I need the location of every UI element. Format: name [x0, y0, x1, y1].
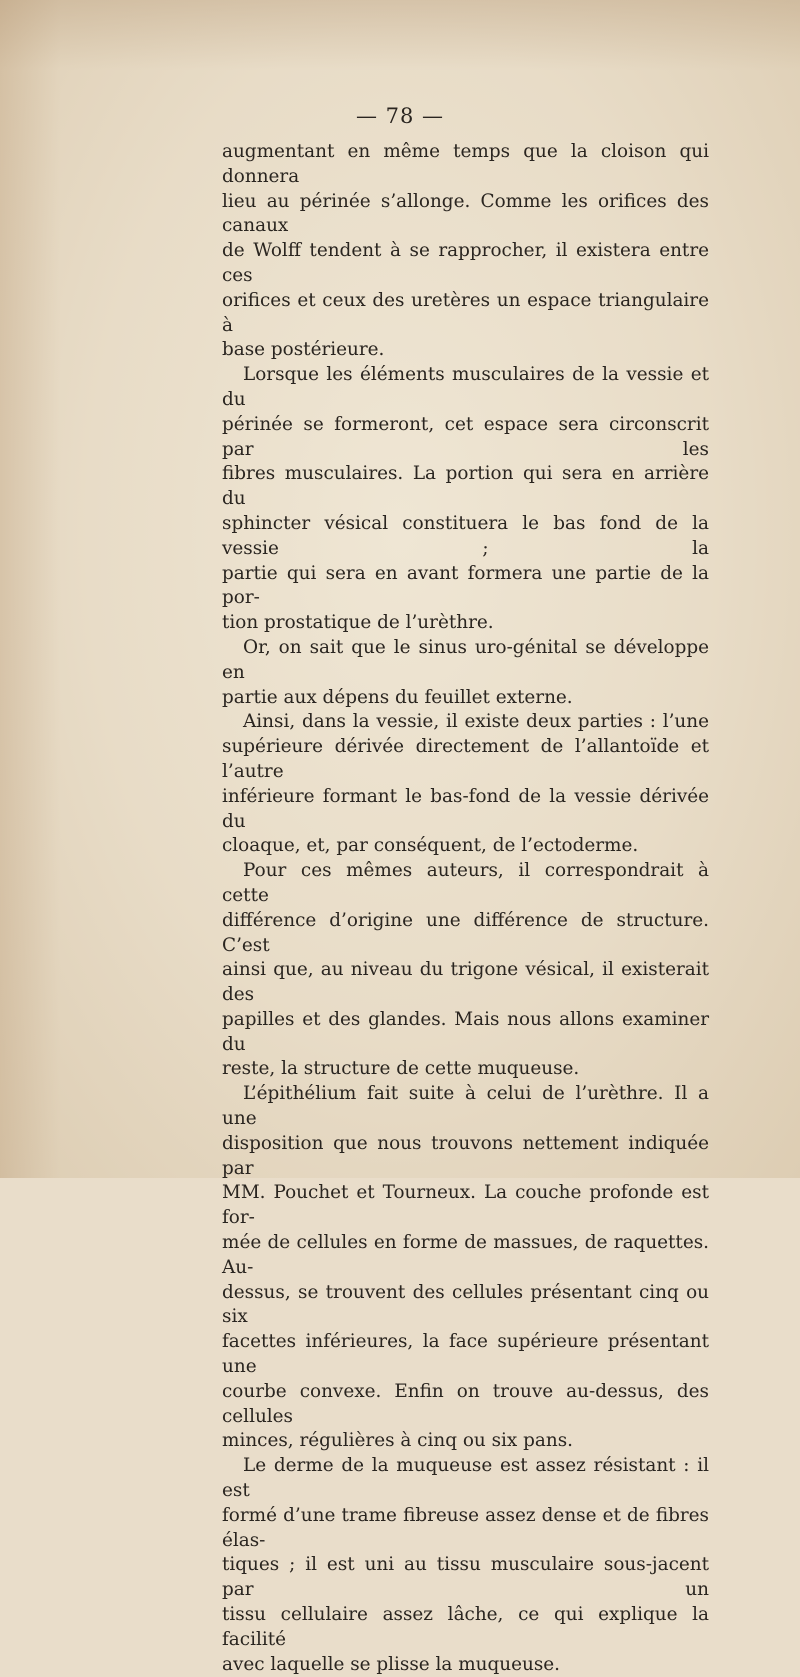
body-text — [222, 140, 709, 1677]
text-line: orifices et ceux des uretères un espace triangulaire à — [222, 289, 709, 336]
text-line: partie qui sera en avant formera une partie de la por- — [222, 562, 709, 609]
text-line: dessus, se trouvent des cellules présentant cinq ou six — [222, 1281, 709, 1328]
text-line: partie aux dépens du feuillet externe. — [222, 686, 573, 708]
text-line: fibres musculaires. La portion qui sera en arrière du — [222, 463, 709, 510]
text-line: minces, régulières à cinq ou six pans. — [222, 1430, 573, 1452]
text-line: tissu cellulaire assez lâche, ce qui explique la facilité — [222, 1604, 709, 1650]
text-line: papilles et des glandes. Mais nous allons examiner du — [222, 1008, 709, 1055]
text-line: base postérieure. — [222, 339, 385, 361]
text-line: augmentant en même temps que la cloison qui donnera — [222, 141, 709, 187]
text-line: avec laquelle se plisse la muqueuse. — [222, 1653, 561, 1675]
text-line: Lorsque les éléments musculaires de la vessie et du — [222, 364, 709, 410]
page-shadow-left — [0, 0, 60, 1178]
text-line: reste, la structure de cette muqueuse. — [222, 1058, 580, 1080]
text-line: Le derme de la muqueuse est assez résistant : il est — [222, 1455, 709, 1502]
text-line: cloaque, et, par conséquent, de l’ectoderme. — [222, 835, 639, 857]
text-line: formé d’une trame fibreuse assez dense et de fibres élas- — [222, 1504, 709, 1551]
page-number: — 78 — — [355, 104, 445, 128]
page-shadow-top — [0, 0, 800, 70]
text-line: disposition que nous trouvons nettement indiquée par — [222, 1132, 709, 1179]
text-line: de Wolff tendent à se rapprocher, il existera entre ces — [222, 240, 709, 286]
text-line: périnée se formeront, cet espace sera circonscrit par les — [222, 413, 709, 460]
text-line: facettes inférieures, la face supérieure présentant une — [222, 1331, 709, 1378]
text-line: courbe convexe. Enfin on trouve au-dessus, des cellules — [222, 1380, 709, 1427]
text-line: sphincter vésical constituera le bas fond de la vessie ; la — [222, 512, 709, 559]
text-line: Or, on sait que le sinus uro-génital se développe en — [222, 636, 709, 683]
text-line: tion prostatique de l’urèthre. — [222, 612, 494, 634]
text-line: différence d’origine une différence de structure. C’est — [222, 909, 709, 956]
text-line: MM. Pouchet et Tourneux. La couche profonde est for- — [222, 1182, 709, 1229]
text-line: inférieure formant le bas-fond de la vessie dérivée du — [222, 785, 709, 832]
text-line: supérieure dérivée directement de l’allantoïde et l’autre — [222, 736, 709, 782]
text-line: L’épithélium fait suite à celui de l’urèthre. Il a une — [222, 1083, 709, 1130]
text-line: tiques ; il est uni au tissu musculaire sous-jacent par un — [222, 1554, 709, 1601]
text-line: Ainsi, dans la vessie, il existe deux parties : l’une — [243, 711, 709, 733]
text-line: ainsi que, au niveau du trigone vésical, il existerait des — [222, 959, 709, 1006]
text-line: lieu au périnée s’allonge. Comme les orifices des canaux — [222, 190, 709, 237]
text-line: Pour ces mêmes auteurs, il correspondrait à cette — [222, 860, 709, 906]
text-line: mée de cellules en forme de massues, de raquettes. Au- — [222, 1232, 709, 1278]
